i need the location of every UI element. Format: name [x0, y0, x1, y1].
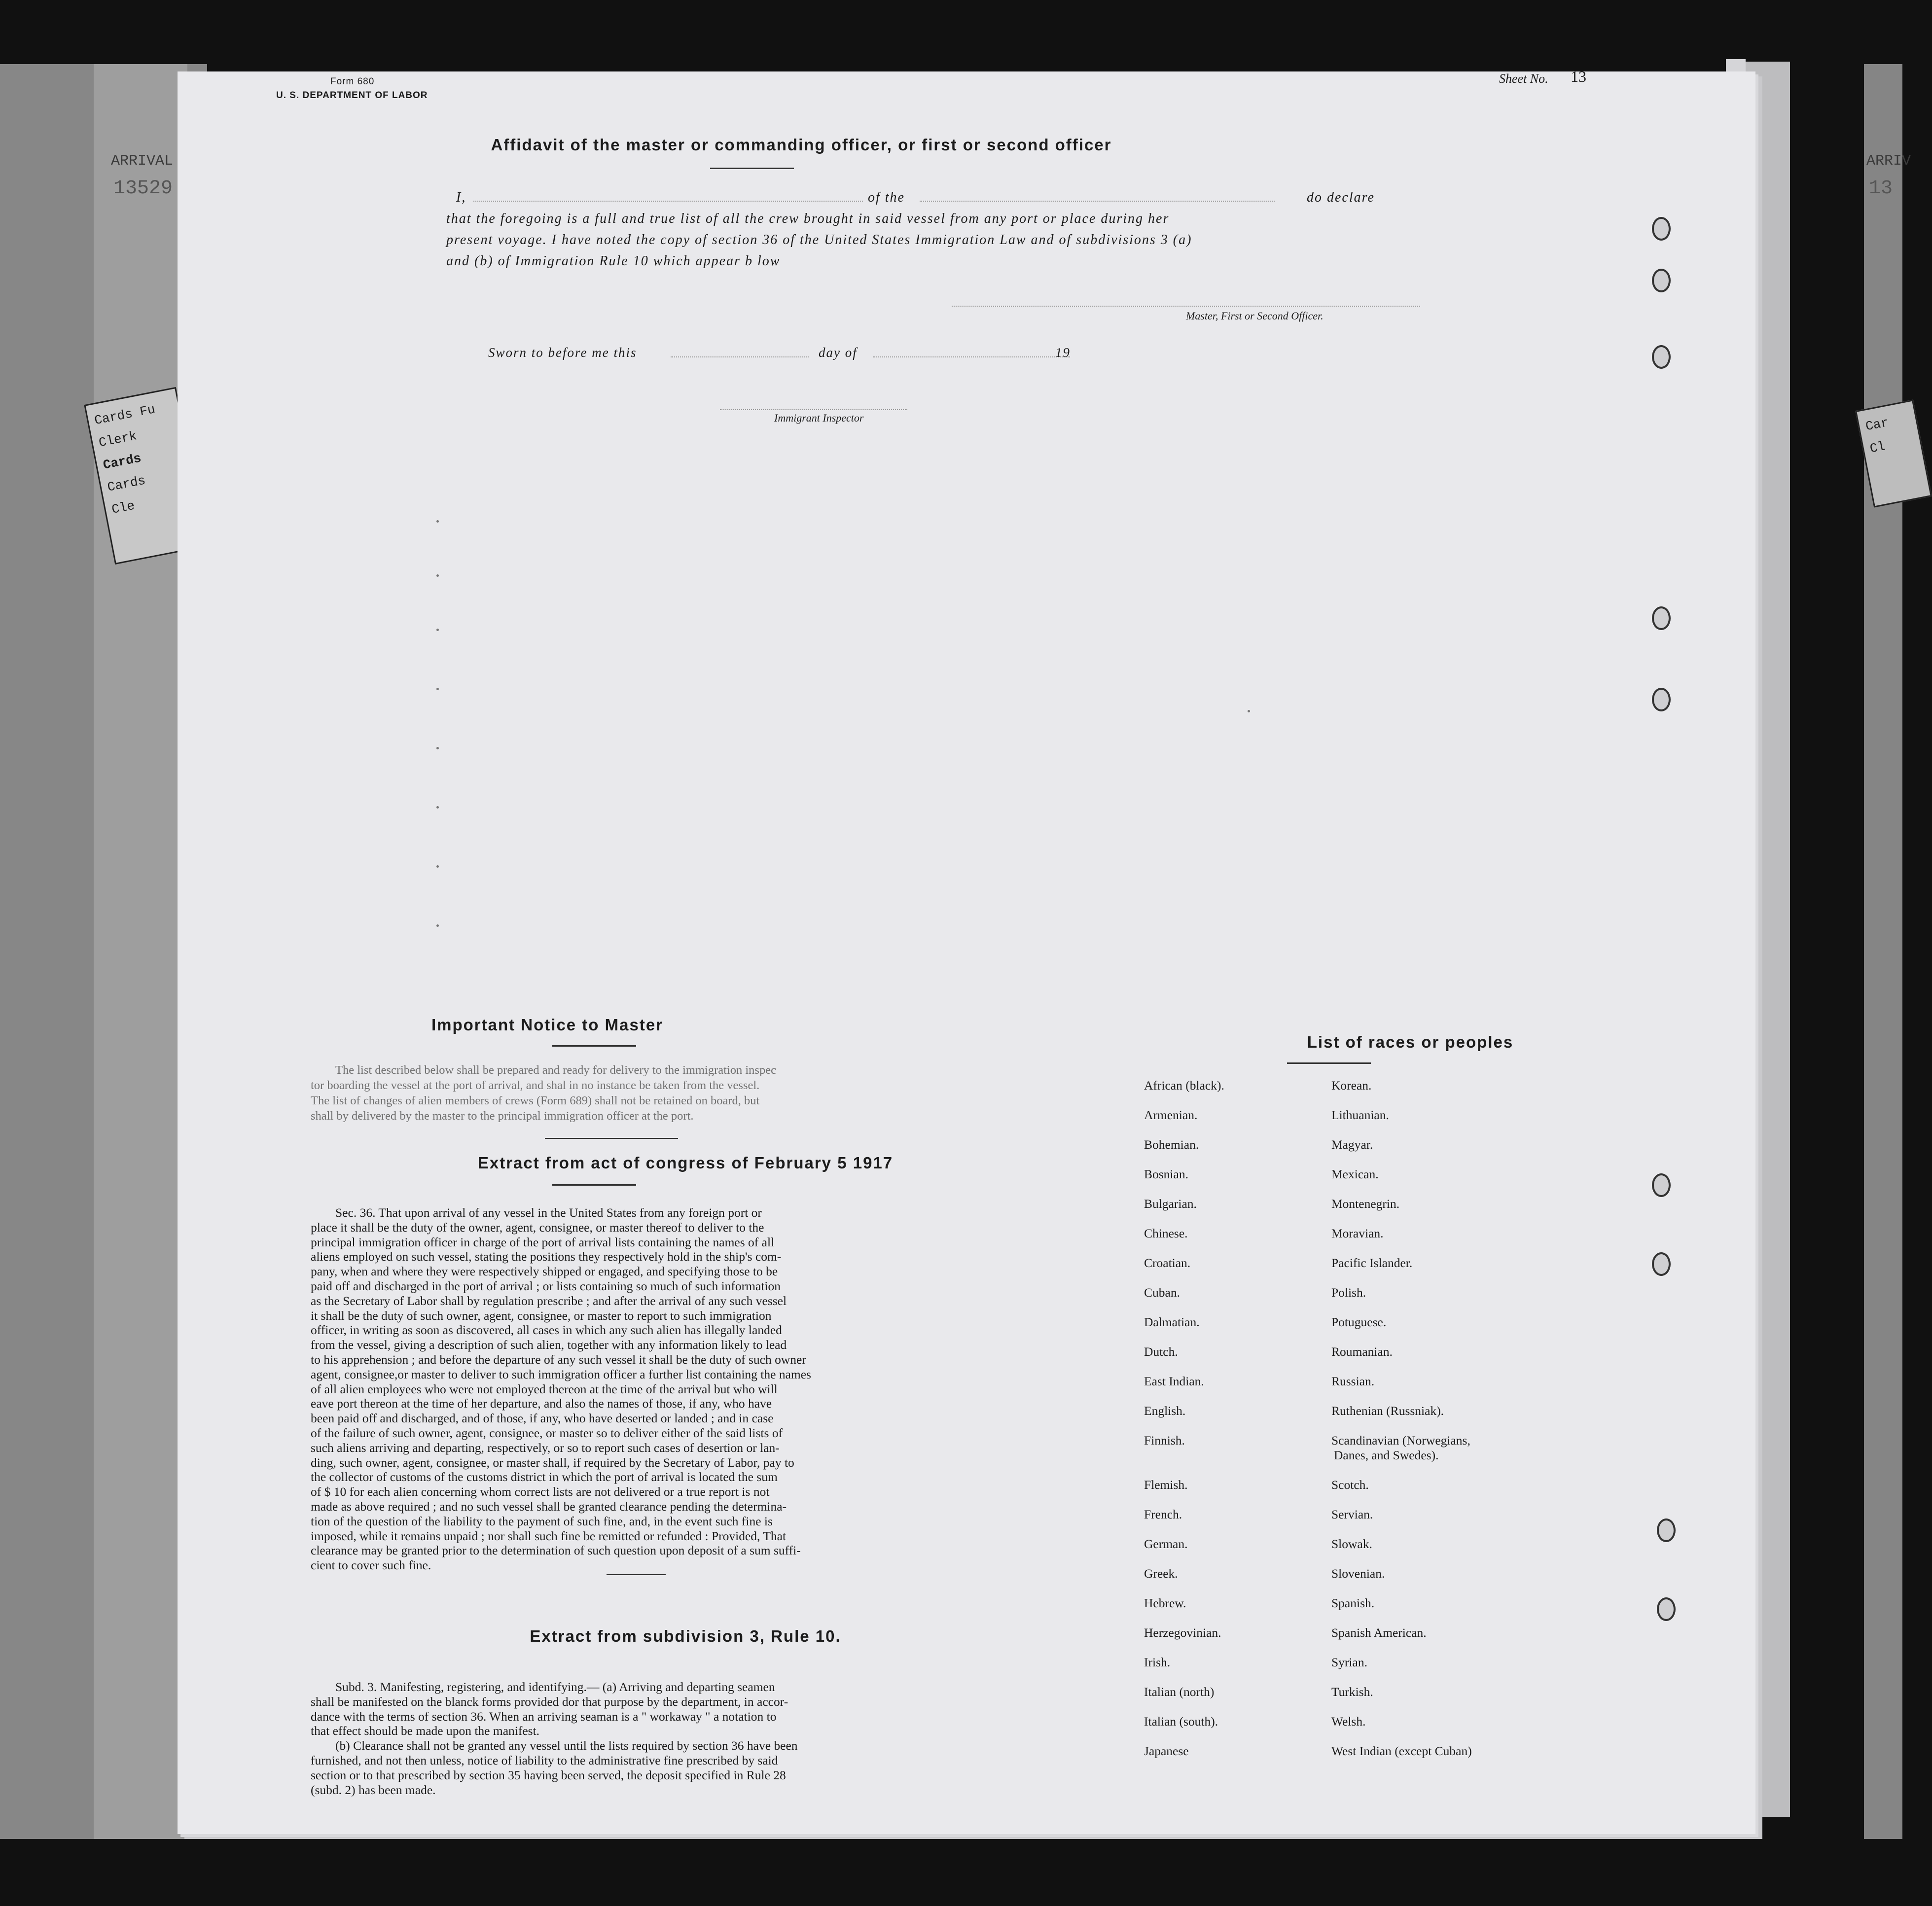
race-item: Welsh. [1331, 1714, 1366, 1729]
signature-line [952, 306, 1420, 307]
sheet-number: 13 [1571, 68, 1586, 85]
race-item: Pacific Islander. [1331, 1256, 1413, 1270]
race-item: Herzegovinian. [1144, 1625, 1221, 1640]
race-item: Scotch. [1331, 1478, 1369, 1492]
affidavit-line-3: present voyage. I have noted the copy of section 36 of the United States Immigration Law and of subdivisions 3 (a) [446, 232, 1192, 247]
binder-hole [1652, 1252, 1671, 1276]
race-item: German. [1144, 1537, 1188, 1551]
race-item: East Indian. [1144, 1374, 1204, 1388]
margin-mark [436, 574, 439, 577]
race-item: Spanish. [1331, 1596, 1375, 1610]
race-item: French. [1144, 1507, 1182, 1521]
binder-hole [1652, 217, 1671, 241]
margin-mark [1248, 710, 1250, 712]
race-item: Finnish. [1144, 1433, 1185, 1447]
race-item: Polish. [1331, 1285, 1366, 1300]
cards-stamp: Cards Fu Clerk Cards Cards Cle [84, 387, 207, 565]
race-item: English. [1144, 1404, 1186, 1418]
race-item: Dutch. [1144, 1344, 1178, 1359]
races-title: List of races or peoples [1307, 1033, 1514, 1051]
binder-hole [1652, 1173, 1671, 1197]
race-item: Lithuanian. [1331, 1108, 1389, 1122]
race-item: Hebrew. [1144, 1596, 1186, 1610]
inspector-caption: Immigrant Inspector [774, 412, 864, 424]
affidavit-line-4: and (b) of Immigration Rule 10 which appear b low [446, 253, 781, 269]
race-item: Chinese. [1144, 1226, 1188, 1240]
affidavit-i: I, [456, 190, 466, 205]
race-item: Turkish. [1331, 1685, 1373, 1699]
right-cards-stamp: Car Cl [1855, 399, 1932, 507]
race-item: Cuban. [1144, 1285, 1180, 1300]
affidavit-line-2: that the foregoing is a full and true list of all the crew brought in said vessel from any port or place during her [446, 211, 1170, 226]
form-number: Form 680 [330, 76, 375, 87]
department-name: U. S. DEPARTMENT OF LABOR [276, 90, 428, 101]
binder-hole [1652, 269, 1671, 292]
race-item: Korean. [1331, 1078, 1372, 1093]
month-field [873, 356, 1070, 357]
vessel-field [920, 201, 1275, 202]
race-item: Scandinavian (Norwegians, [1331, 1433, 1470, 1447]
day-of-label: day of [819, 345, 858, 360]
sheet-label: Sheet No. [1499, 71, 1548, 86]
race-item: Syrian. [1331, 1655, 1367, 1669]
race-item: Dalmatian. [1144, 1315, 1200, 1329]
race-item: Bohemian. [1144, 1137, 1199, 1152]
margin-mark [436, 520, 439, 523]
binder-hole [1657, 1518, 1676, 1542]
extract-act-rule [552, 1184, 636, 1186]
race-item: Roumanian. [1331, 1344, 1393, 1359]
race-item: Croatian. [1144, 1256, 1191, 1270]
right-ghost-label: ARRIV [1866, 153, 1911, 170]
extract-act-title: Extract from act of congress of February 5 1917 [477, 1154, 894, 1172]
notice-title: Important Notice to Master [431, 1016, 664, 1034]
sworn-label: Sworn to before me this [488, 345, 637, 360]
race-item: Russian. [1331, 1374, 1375, 1388]
race-item: Bosnian. [1144, 1167, 1188, 1181]
name-field [473, 201, 863, 202]
races-title-rule [1287, 1062, 1371, 1064]
left-ghost-label: ARRIVAL [111, 153, 174, 170]
race-item: Moravian. [1331, 1226, 1384, 1240]
margin-mark [436, 629, 439, 631]
affidavit-of-the: of the [868, 190, 905, 205]
binder-hole [1652, 688, 1671, 711]
margin-mark [436, 924, 439, 927]
race-item: Montenegrin. [1331, 1197, 1400, 1211]
binder-hole [1652, 345, 1671, 369]
inspector-line [720, 409, 907, 410]
affidavit-declare: do declare [1307, 190, 1375, 205]
race-item: Irish. [1144, 1655, 1171, 1669]
affidavit-title-rule [710, 168, 794, 169]
race-item: African (black). [1144, 1078, 1224, 1093]
margin-mark [436, 688, 439, 690]
binder-hole [1657, 1597, 1676, 1621]
race-item: Bulgarian. [1144, 1197, 1197, 1211]
race-item: Greek. [1144, 1566, 1178, 1581]
notice-title-rule [552, 1045, 636, 1047]
year-prefix: 19 [1055, 345, 1071, 360]
race-scandinavian-continuation: Danes, and Swedes). [1334, 1448, 1439, 1462]
race-item: Potuguese. [1331, 1315, 1387, 1329]
affidavit-title: Affidavit of the master or commanding officer, or first or second officer [491, 136, 1112, 154]
extract-act-separator [607, 1574, 666, 1575]
race-item: Mexican. [1331, 1167, 1379, 1181]
race-item: Ruthenian (Russniak). [1331, 1404, 1444, 1418]
notice-text: The list described below shall be prepared and ready for delivery to the immigration inspec tor boarding the vessel at the port of arrival, and shal in no instance be taken from the vessel. The list of changes of alien members of crews (Form 689) shall not be retained on board, but shall by delivered by the master to the principal immigration officer at the port. [311, 1063, 776, 1123]
left-ghost-number: 13529 [113, 177, 173, 200]
race-item: Armenian. [1144, 1108, 1198, 1122]
race-item: West Indian (except Cuban) [1331, 1744, 1472, 1758]
rule-10-text: Subd. 3. Manifesting, registering, and identifying.— (a) Arriving and departing seamen shall be manifested on the blanck forms provided dor that purpose by the department, in accor- dance with the terms of section 36. When an arriving seaman is a " workaway " a notation to that effect should be made upon the manifest. (b) Clearance shall not be granted any vessel until the lists required by section 36 have been furnished, and not then unless, notice of liability to the administrative fine prescribed by said section or to that prescribed by section 35 having been served, the deposit specified in Rule 28 (subd. 2) has been made. [311, 1680, 798, 1797]
margin-mark [436, 806, 439, 809]
binder-hole [1652, 606, 1671, 630]
right-ghost-number: 13 [1869, 177, 1893, 200]
race-item: Italian (south). [1144, 1714, 1218, 1729]
margin-mark [436, 747, 439, 749]
manifest-page [178, 68, 1755, 1834]
race-item: Spanish American. [1331, 1625, 1427, 1640]
sworn-day-field [671, 356, 809, 357]
extract-rule-title: Extract from subdivision 3, Rule 10. [530, 1627, 841, 1645]
race-item: Slovenian. [1331, 1566, 1385, 1581]
race-item: Italian (north) [1144, 1685, 1215, 1699]
signature-caption: Master, First or Second Officer. [1186, 310, 1324, 322]
race-item: Flemish. [1144, 1478, 1188, 1492]
notice-separator [545, 1138, 678, 1139]
race-item: Magyar. [1331, 1137, 1373, 1152]
race-item: Slowak. [1331, 1537, 1372, 1551]
race-item: Servian. [1331, 1507, 1373, 1521]
margin-mark [436, 865, 439, 868]
race-item: Japanese [1144, 1744, 1189, 1758]
right-page-stack [1864, 64, 1902, 1839]
left-page-edge [94, 64, 187, 1839]
section-36-text: Sec. 36. That upon arrival of any vessel in the United States from any foreign port or place it shall be the duty of the owner, agent, consignee, or master thereof to deliver to the principal immigration officer in charge of the port of arrival lists containing the names of all aliens employed on such vessel, stating the positions they respectively hold in the ship's com- pany, when and where they were respectively shipped or engaged, and specifying those to be paid off and discharged in the port of arrival ; or lists containing so much of such information as the Secretary of Labor shall by regulation prescribe ; and after the arrival of any such vessel it shall be the duty of such owner, agent, consignee, or master to report to such immigration officer, in writing as soon as discovered, all cases in which any such alien has illegally landed from the vessel, giving a description of such alien, together with any information likely to lead to his apprehension ; and before the departure of any such vessel it shall be the duty of such owner agent, consignee,or master to deliver to such immigration officer a further list containing the names of all alien employees who were not employed thereon at the time of the arrival but who will eave port thereon at the time of her departure, and also the names of those, if any, who have been paid off and discharged, and of those, if any, who have deserted or landed ; and in case of the failure of such owner, agent, consignee, or master so to deliver either of the said lists of such aliens arriving and departing, respectively, or so to report such cases of desertion or lan- ding, such owner, agent, consignee, or master shall, if required by the Secretary of Labor, pay to the collector of customs of the customs district in which the port of arrival is located the sum of $ 10 for each alien concerning whom correct lists are not delivered or a true report is not made as above required ; and no such vessel shall be granted clearance pending the determina- tion of the question of the liability to the payment of such fine, and, in the event such fine is imposed, while it remains unpaid ; nor shall such fine be remitted or refunded : Provided, That clearance may be granted prior to the determination of such question upon deposit of a sum suffi- cient to cover such fine. [311, 1205, 811, 1573]
